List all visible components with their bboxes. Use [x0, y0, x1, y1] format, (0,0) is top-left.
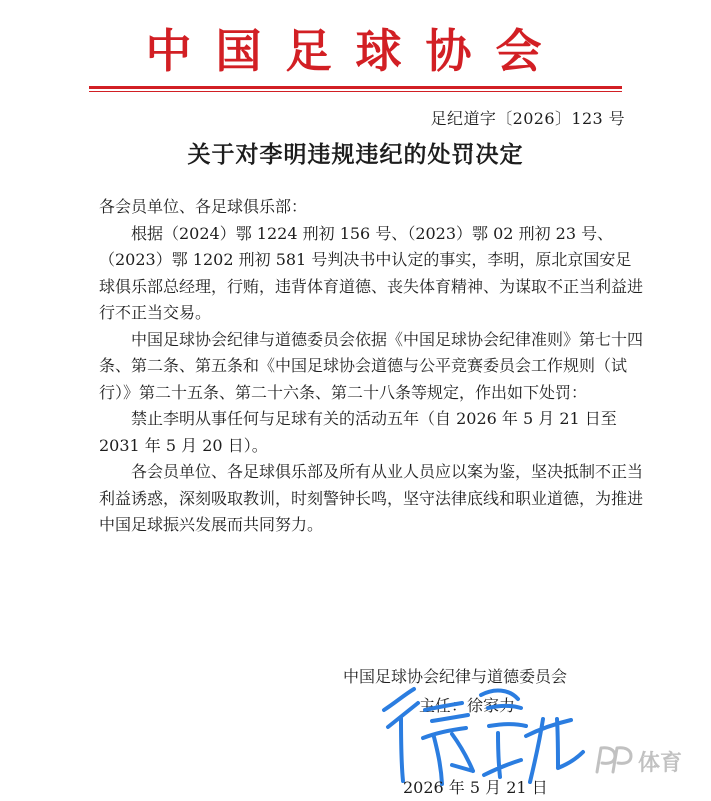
body-paragraph-warning: 各会员单位、各足球俱乐部及所有从业人员应以案为鉴，坚决抵制不正当利益诱惑，深刻吸取教训，时刻警钟长鸣，坚守法律底线和职业道德，为推进中国足球振兴发展而共同努力。 — [99, 462, 644, 534]
handwritten-signature — [370, 683, 595, 788]
letterhead-rule-thick — [89, 86, 622, 89]
committee-name: 中国足球协会纪律与道德委员会 — [343, 667, 568, 686]
letterhead-org-name: 中国足球协会 — [145, 24, 566, 78]
director-label: 主任： — [419, 696, 468, 715]
pp-sports-logo-icon — [591, 741, 696, 781]
body-paragraph-penalty: 禁止李明从事任何与足球有关的活动五年（自 2026 年 5 月 21 日至 2031 年 5 月 20 日）。 — [99, 409, 617, 455]
signature-date: 2026 年 5 月 21 日 — [403, 778, 548, 797]
salutation: 各会员单位、各足球俱乐部： — [99, 197, 308, 216]
body-paragraph-facts: 根据（2024）鄂 1224 刑初 156 号、（2023）鄂 02 刑初 23 号、（2023）鄂 1202 刑初 581 号判决书中认定的事实，李明，原北京国安足球俱乐部总经理，行贿，违背体育道德、丧失体育精神、为谋取不正当利益进行不正当交易。 — [99, 223, 644, 322]
document-title: 关于对李明违规违纪的处罚决定 — [187, 141, 524, 168]
document-body — [99, 194, 643, 539]
letterhead-rule-thin — [89, 91, 622, 92]
body-paragraph-basis: 中国足球协会纪律与道德委员会依据《中国足球协会纪律准则》第七十四条、第二条、第五条和《中国足球协会道德与公平竞赛委员会工作规则（试行）》第二十五条、第二十六条、第二十八条等规定，作出如下处罚： — [99, 329, 644, 402]
document-number: 足纪道字〔2026〕123 号 — [430, 109, 625, 128]
svg-text:体育: 体育 — [638, 751, 683, 776]
letterhead — [82, 16, 629, 86]
director-name: 徐家力 — [467, 696, 516, 715]
